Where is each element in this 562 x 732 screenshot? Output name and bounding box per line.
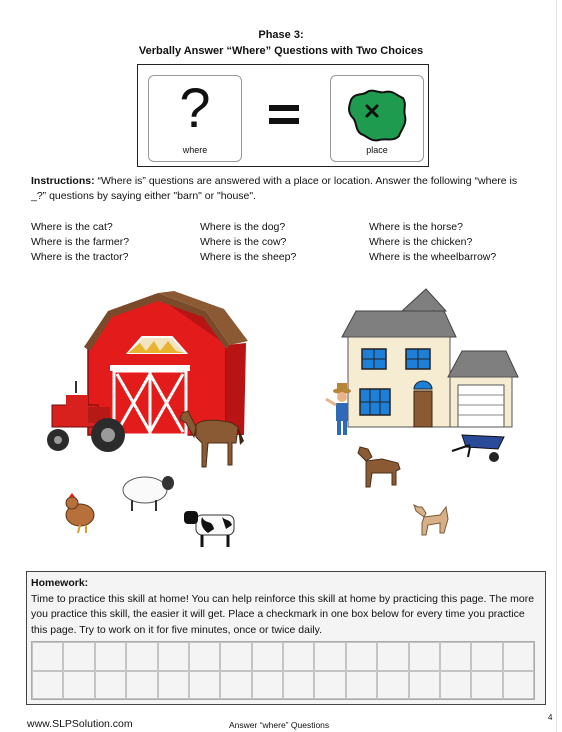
instructions-text: “Where is” questions are answered with a place or location. Answer the following “where is _?” questions by saying either "barn" or "house".: [31, 175, 518, 202]
practice-checkbox[interactable]: [158, 671, 189, 700]
practice-checkbox[interactable]: [283, 642, 314, 671]
question-column-1: [31, 220, 129, 265]
practice-checkbox[interactable]: [440, 671, 471, 700]
practice-checkbox[interactable]: [95, 671, 126, 700]
homework-box: [26, 571, 546, 705]
practice-checkbox[interactable]: [409, 642, 440, 671]
practice-checkbox[interactable]: [471, 642, 502, 671]
farmer-illustration: [326, 383, 351, 435]
question-column-2: [200, 220, 296, 265]
practice-checkbox[interactable]: [220, 642, 251, 671]
question-item: Where is the horse?: [369, 221, 463, 233]
sheep-illustration: [123, 476, 174, 511]
question-item: Where is the wheelbarrow?: [369, 251, 497, 263]
farm-scene-illustration: [0, 285, 562, 560]
practice-checkbox[interactable]: [252, 671, 283, 700]
practice-checkbox[interactable]: [63, 671, 94, 700]
practice-checkbox[interactable]: [346, 671, 377, 700]
homework-text: Time to practice this skill at home! You can help reinforce this skill at home by practicing this page. The more you practice this skill, the easier it will get. Place a checkmark in one box below for every time you practice this page. Try to work on it for five minutes, once or twice daily.: [31, 593, 535, 636]
practice-checkbox[interactable]: [126, 642, 157, 671]
practice-checkbox[interactable]: [63, 642, 94, 671]
question-item: Where is the dog?: [200, 221, 286, 233]
instructions-paragraph: [31, 174, 531, 204]
equals-icon: [269, 105, 299, 127]
practice-checkbox[interactable]: [377, 671, 408, 700]
practice-checkbox[interactable]: [189, 642, 220, 671]
homework-title: Homework:: [31, 577, 89, 589]
house-illustration: [342, 289, 518, 427]
map-icon: [345, 86, 409, 144]
cat-illustration: [414, 505, 448, 535]
cow-illustration: [184, 511, 234, 547]
where-symbol-card: [148, 75, 242, 162]
practice-checkbox[interactable]: [283, 671, 314, 700]
practice-checkbox[interactable]: [220, 671, 251, 700]
practice-checkbox[interactable]: [377, 642, 408, 671]
practice-checkbox[interactable]: [95, 642, 126, 671]
question-item: Where is the cow?: [200, 236, 287, 248]
practice-checkbox[interactable]: [32, 642, 63, 671]
page-number: 4: [548, 713, 553, 722]
practice-checkbox[interactable]: [252, 642, 283, 671]
question-item: Where is the cat?: [31, 221, 113, 233]
symbol-equation-box: [137, 64, 429, 167]
chicken-illustration: [66, 493, 94, 533]
practice-checkbox[interactable]: [440, 642, 471, 671]
where-label: where: [182, 145, 208, 155]
practice-checkbox-grid: [31, 641, 535, 700]
place-symbol-card: [330, 75, 424, 162]
practice-checkbox[interactable]: [409, 671, 440, 700]
dog-illustration: [358, 447, 400, 487]
footer-topic: Answer “where” Questions: [229, 720, 330, 730]
phase-title: Phase 3:: [258, 29, 304, 41]
wheelbarrow-illustration: [452, 435, 504, 462]
practice-checkbox[interactable]: [32, 671, 63, 700]
practice-checkbox[interactable]: [346, 642, 377, 671]
practice-checkbox[interactable]: [126, 671, 157, 700]
question-column-3: [369, 220, 496, 265]
instructions-label: Instructions:: [31, 175, 95, 187]
practice-checkbox[interactable]: [314, 671, 345, 700]
question-mark-icon: ?: [179, 76, 211, 139]
practice-checkbox[interactable]: [503, 671, 534, 700]
question-item: Where is the sheep?: [200, 251, 297, 263]
footer-website-link[interactable]: www.SLPSolution.com: [27, 718, 133, 730]
question-item: Where is the farmer?: [31, 236, 130, 248]
place-label: place: [366, 145, 388, 155]
practice-checkbox[interactable]: [314, 642, 345, 671]
practice-checkbox[interactable]: [158, 642, 189, 671]
practice-checkbox[interactable]: [189, 671, 220, 700]
practice-checkbox[interactable]: [503, 642, 534, 671]
practice-checkbox[interactable]: [471, 671, 502, 700]
question-item: Where is the tractor?: [31, 251, 129, 263]
question-item: Where is the chicken?: [369, 236, 473, 248]
page-subtitle: Verbally Answer “Where” Questions with Two Choices: [138, 45, 424, 57]
